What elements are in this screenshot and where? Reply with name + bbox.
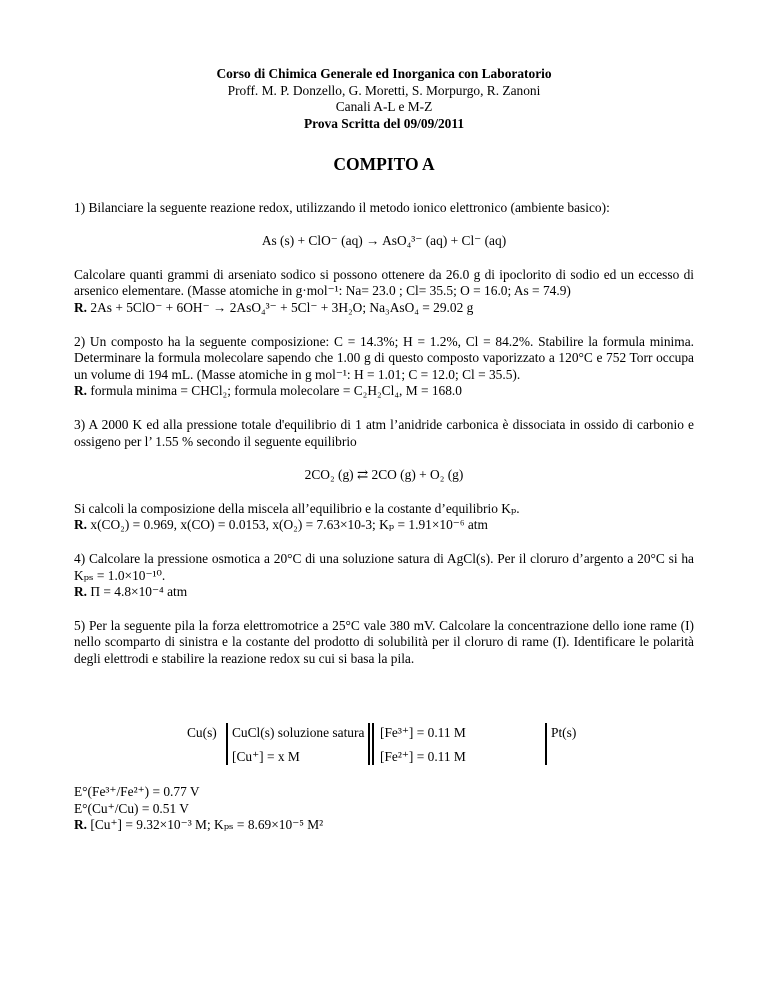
question-1-body: Calcolare quanti grammi di arseniato sodico si possono ottenere da 26.0 g di ipoclorito di sodio ed un eccesso di arsenico elementare. (Masse atomiche in g·mol⁻¹: Na= 23.0 ; Cl= 35.5; O = 16.0; As = 74.9) <box>74 266 694 299</box>
question-5-text: 5) Per la seguente pila la forza elettromotrice a 25°C vale 380 mV. Calcolare la concentrazione dello ione rame (I) nello scomparto di sinistra e la costante del prodotto di solubilità per il cloruro di rame (I). Identificare le polarità degli elettrodi e stabilire la reazione redox su cui si basa la pila. <box>74 617 694 666</box>
cell-right-electrode: Pt(s) <box>551 725 577 740</box>
question-4 <box>74 551 694 601</box>
question-4-answer <box>74 584 694 601</box>
answer-label: R. <box>74 383 88 399</box>
question-2 <box>74 334 694 400</box>
question-3-reaction: 2CO₂ (g) ⇄ 2CO (g) + O₂ (g) <box>304 467 464 483</box>
question-4-text: 4) Calcolare la pressione osmotica a 20°C di una soluzione satura di AgCl(s). Per il cloruro d’argento a 20°C si ha Kₚₛ = 1.0×10⁻¹⁰. <box>74 550 694 583</box>
question-2-text: 2) Un composto ha la seguente composizione: C = 14.3%; H = 1.2%, Cl = 84.2%. Stabilire la formula minima. Determinare la formula molecolare sapendo che 1.00 g di questo composto vaporizzato a 120°C e 752 Torr occupa un volume di 194 mL. (Masse atomiche in g mol⁻¹: H = 1.01; C = 12.0; Cl = 35.5). <box>74 333 694 382</box>
course-title: Corso di Chimica Generale ed Inorganica con Laboratorio <box>216 66 552 81</box>
question-1-answer <box>74 300 694 317</box>
exam-header <box>74 66 694 132</box>
standard-potentials <box>74 784 323 834</box>
question-3-answer <box>74 517 694 534</box>
answer-text: 2As + 5ClO⁻ + 6OH⁻ → 2AsO₄³⁻ + 5Cl⁻ + 3H₂O; Na₃AsO₄ = 29.02 g <box>90 299 474 315</box>
cell-left-electrode: Cu(s) <box>187 725 217 740</box>
question-5-answer <box>74 817 323 834</box>
answer-label: R. <box>74 517 88 533</box>
question-1-text: 1) Bilanciare la seguente reazione redox, utilizzando il metodo ionico elettronico (ambiente basico): <box>74 199 610 215</box>
answer-text: x(CO₂) = 0.969, x(CO) = 0.0153, x(O₂) = 7.63×10-3; Kₚ = 1.91×10⁻⁶ atm <box>90 517 488 533</box>
salt-bridge-line-2 <box>372 723 374 765</box>
question-1 <box>74 200 694 317</box>
salt-bridge-line-1 <box>368 723 370 765</box>
cell-left-bottom: [Cu⁺] = x M <box>232 749 300 764</box>
question-5 <box>74 618 694 668</box>
exam-date-line: Prova Scritta del 09/09/2011 <box>303 115 465 131</box>
professors-line: Proff. M. P. Donzello, G. Moretti, S. Morpurgo, R. Zanoni <box>227 82 541 98</box>
question-2-answer <box>74 383 694 400</box>
answer-text: formula minima = CHCl₂; formula molecolare = C₂H₂Cl₄, M = 168.0 <box>90 383 462 399</box>
answer-text: [Cu⁺] = 9.32×10⁻³ M; Kₚₛ = 8.69×10⁻⁵ M² <box>90 817 324 833</box>
potential-cu: E°(Cu⁺/Cu) = 0.51 V <box>74 800 189 816</box>
question-3-body: Si calcoli la composizione della miscela all’equilibrio e la costante d’equilibrio Kₚ. <box>74 500 520 516</box>
cell-phase-boundary <box>226 723 228 765</box>
answer-label: R. <box>74 817 88 833</box>
potential-fe: E°(Fe³⁺/Fe²⁺) = 0.77 V <box>74 784 200 799</box>
answer-text: Π = 4.8×10⁻⁴ atm <box>90 584 188 600</box>
answer-label: R. <box>74 299 88 315</box>
channels-line: Canali A-L e M-Z <box>335 99 433 114</box>
question-1-reaction: As (s) + ClO⁻ (aq) → AsO₄³⁻ (aq) + Cl⁻ (aq) <box>261 233 507 249</box>
answer-label: R. <box>74 584 88 600</box>
question-3 <box>74 417 694 534</box>
cell-phase-boundary-right <box>545 723 547 765</box>
cell-right-bottom: [Fe²⁺] = 0.11 M <box>380 749 466 764</box>
cell-left-top: CuCl(s) soluzione satura <box>232 725 365 740</box>
question-3-text: 3) A 2000 K ed alla pressione totale d'equilibrio di 1 atm l’anidride carbonica è dissociata in ossido di carbonio e ossigeno per l’ 1.55 % secondo il seguente equilibrio <box>74 416 694 449</box>
cell-right-top: [Fe³⁺] = 0.11 M <box>380 725 466 740</box>
exam-variant-title: COMPITO A <box>333 154 435 174</box>
